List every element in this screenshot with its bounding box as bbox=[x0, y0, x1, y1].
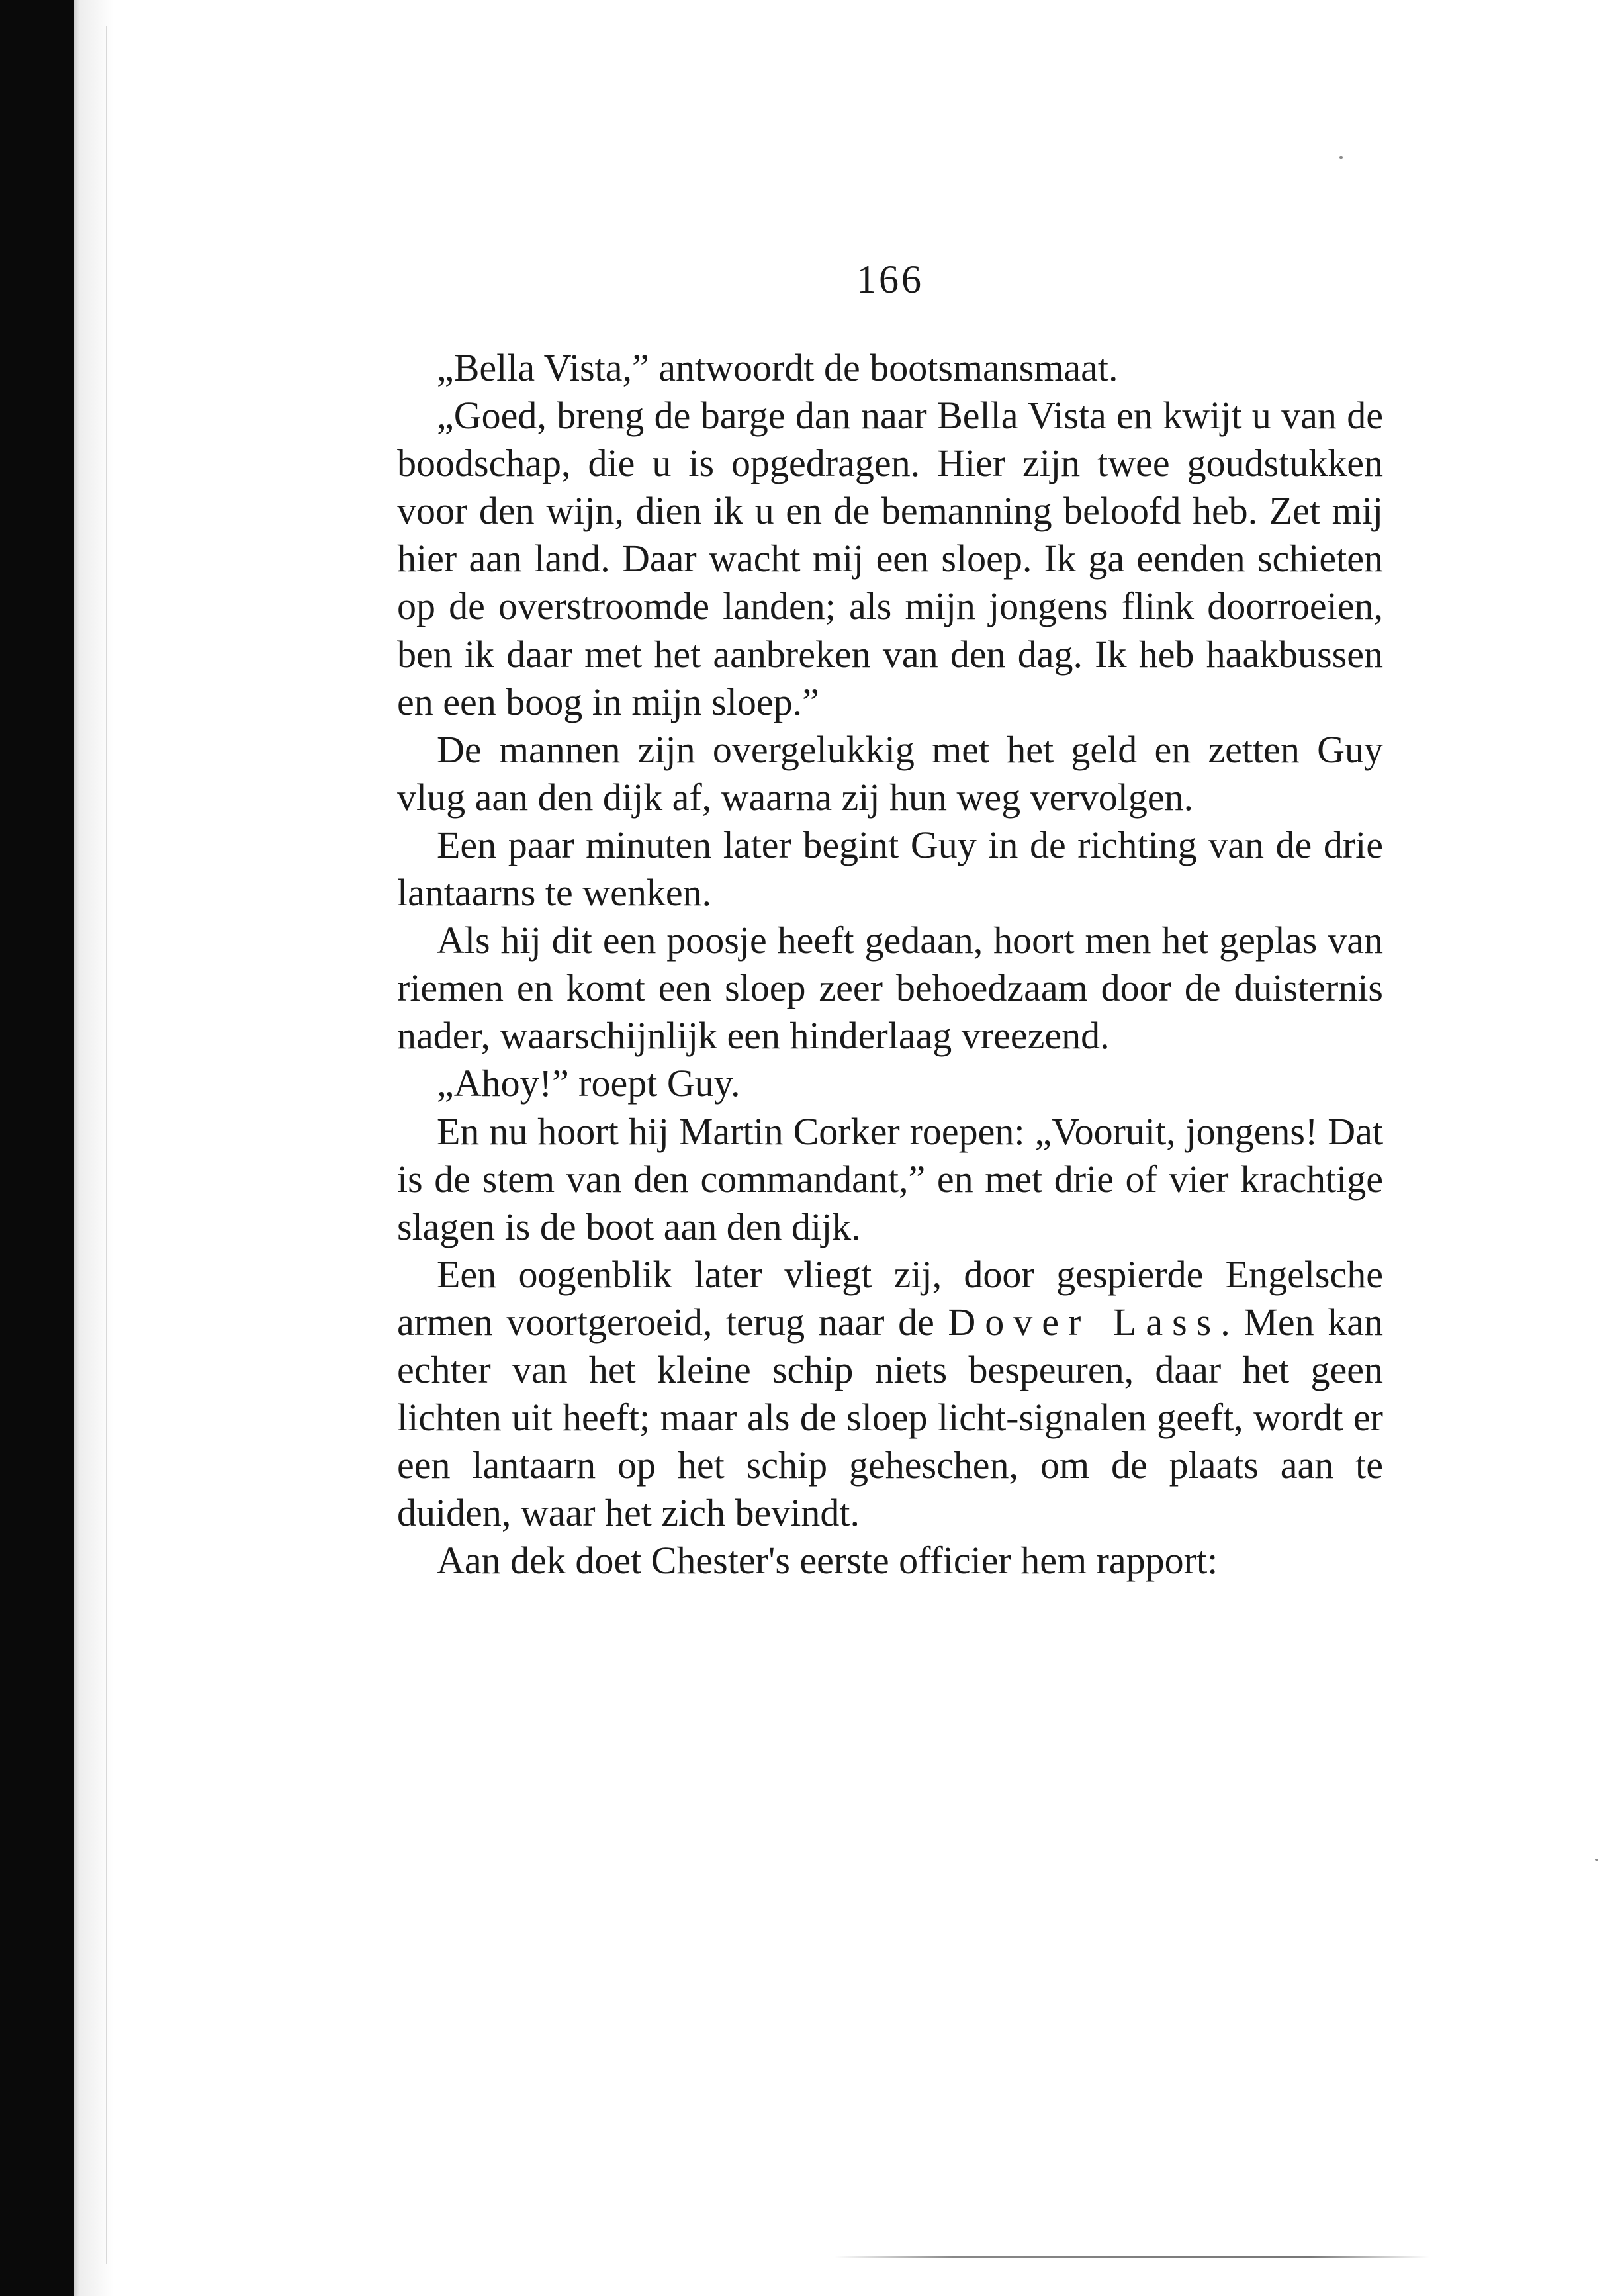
body-text bbox=[397, 344, 1383, 1584]
paragraph: Een paar minuten later begint Guy in de richting van de drie lantaarns te wenken. bbox=[397, 823, 1383, 915]
scan-speck bbox=[1595, 1859, 1598, 1861]
paragraph: „Bella Vista,” antwoordt de bootsmansmaat. bbox=[437, 346, 1118, 389]
paragraph: En nu hoort hij Martin Corker roepen: „Vooruit, jongens! Dat is de stem van den commandant,” en met drie of vier krachtige slagen is de boot aan den dijk. bbox=[397, 1109, 1383, 1248]
paragraph-text: Een oogenblik later vliegt zij, door gespierde Engelsche armen voortgeroeid, terug naar de bbox=[397, 1252, 1383, 1344]
paragraph-text: . Men kan echter van het kleine schip niets bespeuren, daar het geen lichten uit heeft; maar als de sloep licht-signalen geeft, wordt er een lantaarn op het schip geheschen, om de plaats aan te duiden, waar het zich bevindt. bbox=[397, 1300, 1383, 1535]
scan-binding-shadow bbox=[74, 0, 114, 2296]
paragraph bbox=[397, 1251, 1383, 1538]
ship-name: Dover Lass bbox=[948, 1300, 1221, 1344]
scan-binding-line bbox=[106, 26, 107, 2264]
paragraph: Aan dek doet Chester's eerste officier hem rapport: bbox=[437, 1539, 1218, 1583]
scan-binding-edge bbox=[0, 0, 74, 2296]
paragraph: „Goed, breng de barge dan naar Bella Vista en kwijt u van de boodschap, die u is opgedragen. Hier zijn twee goudstukken voor den wijn, dien ik u en de bemanning beloofd heb. Zet mij hier aan land. Daar wacht mij een sloep. Ik ga eenden schieten op de overstroomde landen; als mijn jongens flink doorroeien, ben ik daar met het aanbreken van den dag. Ik heb haakbussen en een boog in mijn sloep.” bbox=[397, 394, 1383, 723]
paragraph: „Ahoy!” roept Guy. bbox=[437, 1062, 741, 1105]
scan-speck bbox=[1339, 156, 1343, 159]
scan-bottom-rule bbox=[834, 2256, 1429, 2258]
paragraph: De mannen zijn overgelukkig met het geld en zetten Guy vlug aan den dijk af, waarna zij hun weg vervolgen. bbox=[397, 727, 1383, 819]
paragraph: Als hij dit een poosje heeft gedaan, hoort men het geplas van riemen en komt een sloep zeer behoedzaam door de duisternis nader, waarschijnlijk een hinderlaag vreezend. bbox=[397, 919, 1383, 1058]
page-number: 166 bbox=[856, 257, 924, 301]
